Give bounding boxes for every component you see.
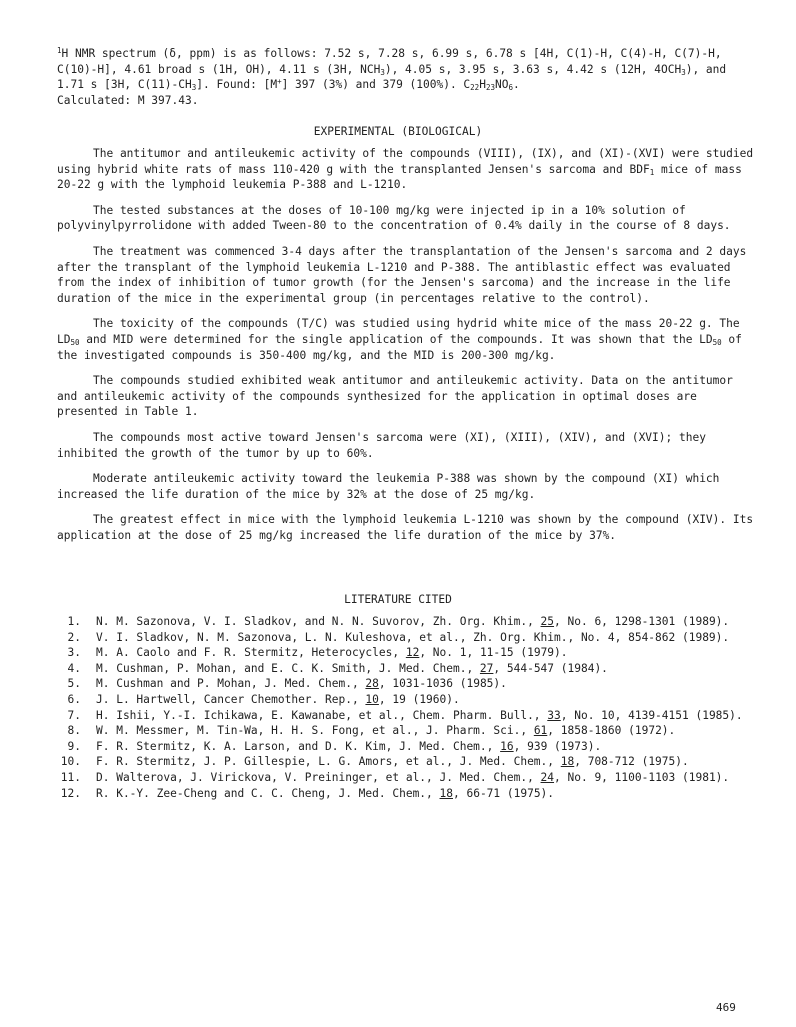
nmr-text-part: ), and 1.71 s [3H, C(11)-CH bbox=[57, 62, 727, 92]
reference-item bbox=[57, 754, 772, 770]
reference-volume: 61 bbox=[533, 724, 548, 738]
reference-number: 3. bbox=[67, 646, 81, 660]
reference-item bbox=[57, 739, 772, 755]
reference-text: V. I. Sladkov, N. M. Sazonova, L. N. Kuleshova, et al., Zh. Org. Khim., No. 4, 854-862 (1989). bbox=[96, 630, 730, 644]
subscript: 22 bbox=[470, 83, 480, 93]
reference-volume: 25 bbox=[540, 615, 555, 628]
reference-volume: 18 bbox=[560, 755, 575, 769]
reference-text-tail: , No. 1, 11-15 (1979). bbox=[419, 646, 568, 660]
reference-item bbox=[57, 708, 772, 724]
reference-number: 10. bbox=[60, 755, 81, 769]
subscript: 50 bbox=[70, 337, 80, 347]
reference-number: 2. bbox=[67, 630, 81, 644]
superscript: + bbox=[277, 77, 282, 87]
reference-number: 1. bbox=[67, 615, 81, 628]
reference-text-tail: , 1858-1860 (1972). bbox=[547, 724, 676, 738]
text-part: The antitumor and antileukemic activity of the compounds (VIII), (IX), and (XI)-(XVI) were studied using hybrid white rats of mass 110-420 g with the transplanted Jensen's sarcoma and BDF bbox=[57, 147, 754, 176]
paragraph-toxicity bbox=[57, 316, 757, 363]
nmr-isotope-superscript: 1 bbox=[57, 46, 62, 55]
paragraph-methods bbox=[57, 146, 757, 193]
reference-text: D. Walterova, J. Virickova, V. Preininger, et al., J. Med. Chem., bbox=[96, 770, 541, 784]
reference-text-tail: , 19 (1960). bbox=[378, 692, 460, 706]
reference-volume: 33 bbox=[547, 708, 561, 722]
reference-text: H. Ishii, Y.-I. Ichikawa, E. Kawanabe, et al., Chem. Pharm. Bull., bbox=[96, 708, 548, 722]
reference-volume: 28 bbox=[365, 677, 379, 691]
reference-text: F. R. Stermitz, J. P. Gillespie, L. G. Amors, et al., J. Med. Chem., bbox=[96, 755, 561, 769]
text-part: mice of mass 20-22 g with the lymphoid leukemia P-388 and L-1210. bbox=[57, 162, 742, 192]
reference-text: F. R. Stermitz, K. A. Larson, and D. K. Kim, J. Med. Chem., bbox=[96, 739, 501, 753]
paragraph-dosing: The tested substances at the doses of 10-100 mg/kg were injected ip in a 10% solution of polyvinylpyrrolidone with added Tween-80 to the concentration of 0.4% daily in the course of 8 days. bbox=[57, 203, 731, 233]
reference-item bbox=[57, 692, 772, 708]
subscript: 23 bbox=[485, 83, 495, 93]
formula-part: . bbox=[512, 78, 520, 92]
reference-list bbox=[57, 614, 772, 801]
reference-number: 11. bbox=[60, 770, 81, 784]
reference-number: 8. bbox=[67, 724, 81, 738]
text-part: of the investigated compounds is 350-400 mg/kg, and the MID is 200-300 mg/kg. bbox=[57, 332, 742, 362]
experimental-body bbox=[57, 146, 757, 543]
subscript: 50 bbox=[712, 337, 722, 347]
formula-part: NO bbox=[494, 78, 509, 92]
text-part: and MID were determined for the single application of the compounds. It was shown that the LD bbox=[79, 332, 713, 346]
reference-text-tail: , No. 9, 1100-1103 (1981). bbox=[554, 770, 730, 784]
reference-volume: 16 bbox=[500, 739, 514, 753]
subscript: 3 bbox=[380, 67, 385, 77]
literature-title: LITERATURE CITED bbox=[344, 593, 452, 606]
reference-text: M. Cushman, P. Mohan, and E. C. K. Smith, J. Med. Chem., bbox=[96, 661, 480, 675]
section-title: EXPERIMENTAL (BIOLOGICAL) bbox=[313, 125, 483, 138]
nmr-text-part: ), 4.05 s, 3.95 s, 3.63 s, 4.42 s (12H, 4OCH bbox=[384, 62, 682, 76]
reference-text-tail: , 544-547 (1984). bbox=[493, 661, 608, 675]
reference-text: J. L. Hartwell, Cancer Chemother. Rep., bbox=[96, 692, 366, 706]
reference-volume: 27 bbox=[479, 661, 494, 675]
paragraph-p388: Moderate antileukemic activity toward the leukemia P-388 was shown by the compound (XI) which increased the life duration of the mice by 32% at the dose of 25 mg/kg. bbox=[57, 472, 720, 501]
paragraph-l1210: The greatest effect in mice with the lymphoid leukemia L-1210 was shown by the compound (XIV). Its application at the dose of 25 mg/kg increased the life duration of the mice by 37%. bbox=[57, 513, 754, 542]
paragraph-activity: The compounds studied exhibited weak antitumor and antileukemic activity. Data on the antitumor and antileukemic activity of the compounds synthesized for the application in optimal doses are presented in Table 1. bbox=[57, 374, 733, 419]
calculated-mass: Calculated: M 397.43. bbox=[57, 93, 199, 107]
reference-volume: 18 bbox=[439, 786, 453, 800]
subscript: 6 bbox=[508, 83, 513, 93]
reference-text: W. M. Messmer, M. Tin-Wa, H. H. S. Fong, et al., J. Pharm. Sci., bbox=[96, 724, 534, 738]
nmr-text-part: ] 397 (3%) and 379 (100%). C bbox=[281, 78, 471, 92]
reference-text-tail: , 66-71 (1975). bbox=[453, 786, 555, 800]
reference-item bbox=[57, 770, 772, 786]
nmr-text-part: ]. Found: [M bbox=[196, 78, 278, 92]
subscript: 3 bbox=[681, 67, 686, 77]
reference-item bbox=[57, 723, 772, 739]
reference-text-tail: , 939 (1973). bbox=[513, 739, 602, 753]
reference-number: 9. bbox=[67, 739, 81, 753]
reference-volume: 24 bbox=[540, 770, 555, 784]
paragraph-treatment: The treatment was commenced 3-4 days after the transplantation of the Jensen's sarcoma and 2 days after the transplant of the lymphoid leukemia L-1210 and P-388. The antiblastic effect was evaluated from the index of inhibition of tumor growth (for the Jensen's sarcoma) and the increase in the life duration of the mice in the experimental group (in percentages relative to the control). bbox=[57, 244, 747, 305]
reference-number: 12. bbox=[60, 786, 81, 800]
reference-text: M. A. Caolo and F. R. Stermitz, Heterocycles, bbox=[96, 646, 406, 660]
reference-text: M. Cushman and P. Mohan, J. Med. Chem., bbox=[96, 677, 366, 691]
reference-number: 7. bbox=[67, 708, 81, 722]
nmr-spectrum-text bbox=[57, 46, 757, 93]
subscript: 3 bbox=[191, 83, 197, 93]
reference-text-tail: , No. 10, 4139-4151 (1985). bbox=[560, 708, 743, 722]
reference-item bbox=[57, 661, 772, 677]
nmr-data-paragraph bbox=[57, 46, 757, 108]
nmr-text-part: H NMR spectrum (δ, ppm) is as follows: 7.52 s, 7.28 s, 6.99 s, 6.78 s [4H, C(1)-H, C(4)-H, C(7)-H, C(10)-H], 4.61 broad s (1H, OH), 4.11 s (3H, NCH bbox=[57, 47, 722, 76]
reference-item bbox=[57, 676, 772, 692]
formula-part: H bbox=[479, 78, 486, 92]
reference-number: 5. bbox=[67, 677, 81, 691]
subscript: 1 bbox=[649, 167, 655, 177]
reference-volume: 12 bbox=[405, 646, 420, 660]
reference-item bbox=[57, 786, 772, 802]
reference-item bbox=[57, 614, 772, 630]
reference-text: N. M. Sazonova, V. I. Sladkov, and N. N. Suvorov, Zh. Org. Khim., bbox=[96, 615, 541, 628]
reference-item bbox=[57, 630, 772, 646]
page-number: 469 bbox=[716, 1001, 736, 1014]
reference-number: 4. bbox=[67, 661, 81, 675]
reference-text: R. K.-Y. Zee-Cheng and C. C. Cheng, J. Med. Chem., bbox=[96, 786, 440, 800]
reference-text-tail: , No. 6, 1298-1301 (1989). bbox=[554, 615, 730, 628]
reference-text-tail: , 1031-1036 (1985). bbox=[378, 677, 507, 691]
reference-item bbox=[57, 645, 772, 661]
text-part: The toxicity of the compounds (T/C) was studied using hydrid white mice of the mass 20-22 g. The LD bbox=[57, 317, 740, 346]
reference-number: 6. bbox=[67, 692, 81, 706]
reference-volume: 10 bbox=[365, 692, 379, 706]
paragraph-sarcoma: The compounds most active toward Jensen's sarcoma were (XI), (XIII), (XIV), and (XVI); they inhibited the growth of the tumor by up to 60%. bbox=[57, 430, 706, 460]
reference-text-tail: , 708-712 (1975). bbox=[574, 755, 689, 769]
